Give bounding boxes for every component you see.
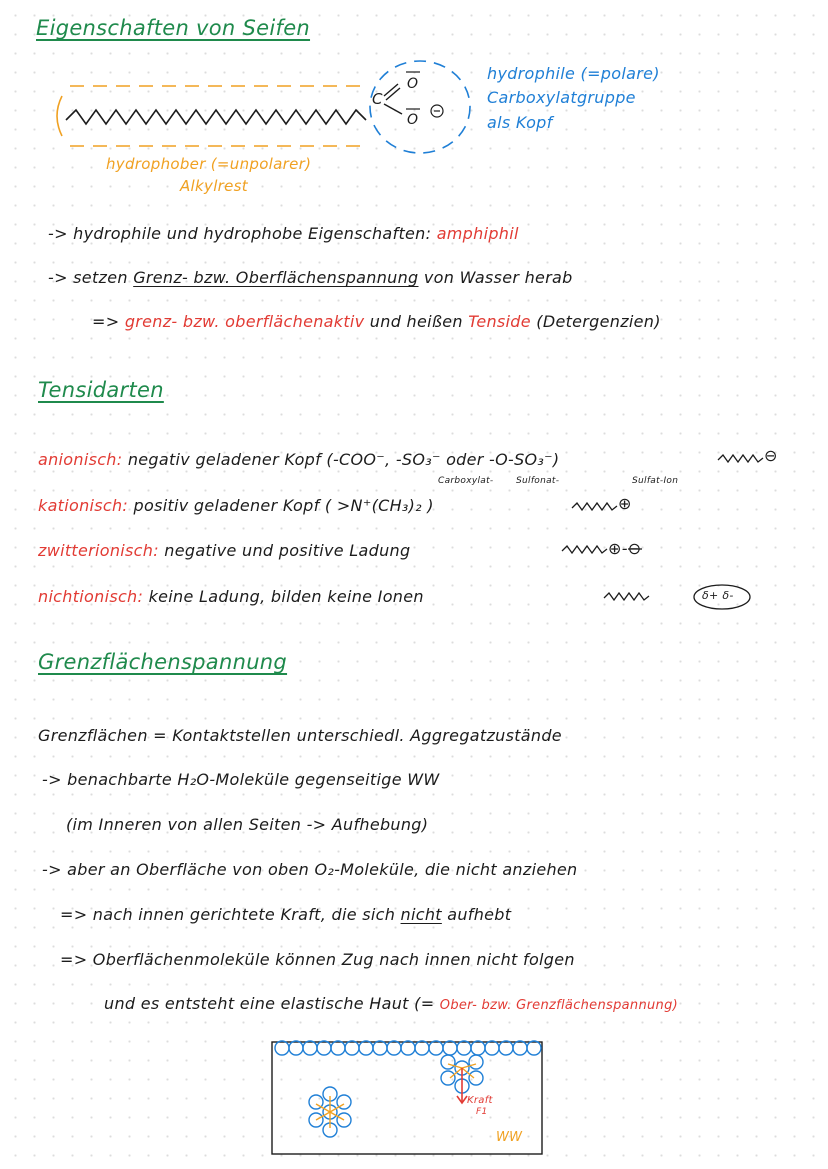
zwitterionisch-label: zwitterionisch:	[38, 541, 159, 560]
haut-highlight: Ober- bzw. Grenzflächenspannung)	[439, 998, 678, 1013]
anionisch-label: anionisch:	[38, 450, 123, 469]
nichtionisch-label: nichtionisch:	[38, 587, 144, 606]
gf-line-1: Grenzflächen = Kontaktstellen unterschiedl. Aggregatzustände	[38, 726, 562, 745]
gf-line-4: -> aber an Oberfläche von oben O₂-Moleküle, die nicht anziehen	[42, 860, 578, 879]
grenzaktiv-highlight: grenz- bzw. oberflächenaktiv	[124, 312, 365, 331]
sublabel-sulfat: Sulfat-Ion	[632, 476, 679, 486]
head-label-line1: hydrophile (=polare)	[487, 64, 660, 83]
force-sub-label: F1	[476, 1107, 488, 1117]
line-amphiphil-text: -> hydrophile und hydrophobe Eigenschaften:	[48, 224, 437, 243]
sublabel-carboxylat: Carboxylat-	[438, 476, 494, 486]
gf-line-5-post: aufhebt	[441, 905, 512, 924]
sublabel-sulfonat: Sulfonat-	[516, 476, 560, 486]
anionisch-text: negativ geladener Kopf (-COO⁻, -SO₃⁻ oder -O-SO₃⁻)	[127, 450, 560, 469]
anion-head-symbol: ⊖	[764, 446, 778, 465]
line3-pre: =>	[92, 312, 125, 331]
kation-head-symbol: ⊕	[618, 494, 632, 513]
svg-text:O: O	[407, 76, 419, 92]
line2-rest: von Wasser herab	[418, 268, 573, 287]
head-label-line3: als Kopf	[487, 113, 553, 132]
kationisch-label: kationisch:	[38, 496, 129, 515]
line2-pre: -> setzen	[48, 268, 134, 287]
line3-middle: und heißen	[364, 312, 469, 331]
gf-nicht-underlined: nicht	[400, 905, 442, 924]
tenside-highlight: Tenside	[468, 312, 531, 331]
gf-line-5-pre: => nach innen gerichtete Kraft, die sich	[60, 905, 401, 924]
gf-line-6: => Oberflächenmoleküle können Zug nach innen nicht folgen	[60, 950, 575, 969]
line3-rest: (Detergenzien)	[530, 312, 661, 331]
head-label-line2: Carboxylatgruppe	[487, 88, 636, 107]
kationisch-text: positiv geladener Kopf ( >N⁺(CH₃)₂ )	[133, 496, 434, 515]
svg-text:O: O	[407, 112, 419, 128]
amphiphil-highlight: amphiphil	[436, 224, 519, 243]
gf-line-3: (im Inneren von allen Seiten -> Aufhebung)	[66, 815, 429, 834]
title-eigenschaften: Eigenschaften von Seifen	[36, 16, 311, 40]
line2-underlined: Grenz- bzw. Oberflächenspannung	[133, 268, 419, 287]
nichtionisch-head-symbol: δ+ δ-	[702, 589, 734, 602]
zwitterionisch-text: negative und positive Ladung	[164, 541, 411, 560]
svg-text:C: C	[372, 90, 383, 108]
title-tensidarten: Tensidarten	[38, 378, 164, 402]
zwitter-head-symbol: ⊕-⊖	[608, 539, 642, 558]
force-label: Kraft	[467, 1095, 493, 1106]
gf-line-7-pre: und es entsteht eine elastische Haut (=	[104, 994, 440, 1013]
gf-line-2: -> benachbarte H₂O-Moleküle gegenseitige WW	[42, 770, 440, 789]
nichtionisch-text: keine Ladung, bilden keine Ionen	[148, 587, 424, 606]
tail-label-line1: hydrophober (=unpolarer)	[106, 155, 312, 173]
tail-label-line2: Alkylrest	[180, 177, 248, 195]
title-grenzflaechenspannung: Grenzflächenspannung	[38, 650, 288, 674]
ww-label: WW	[496, 1130, 523, 1145]
